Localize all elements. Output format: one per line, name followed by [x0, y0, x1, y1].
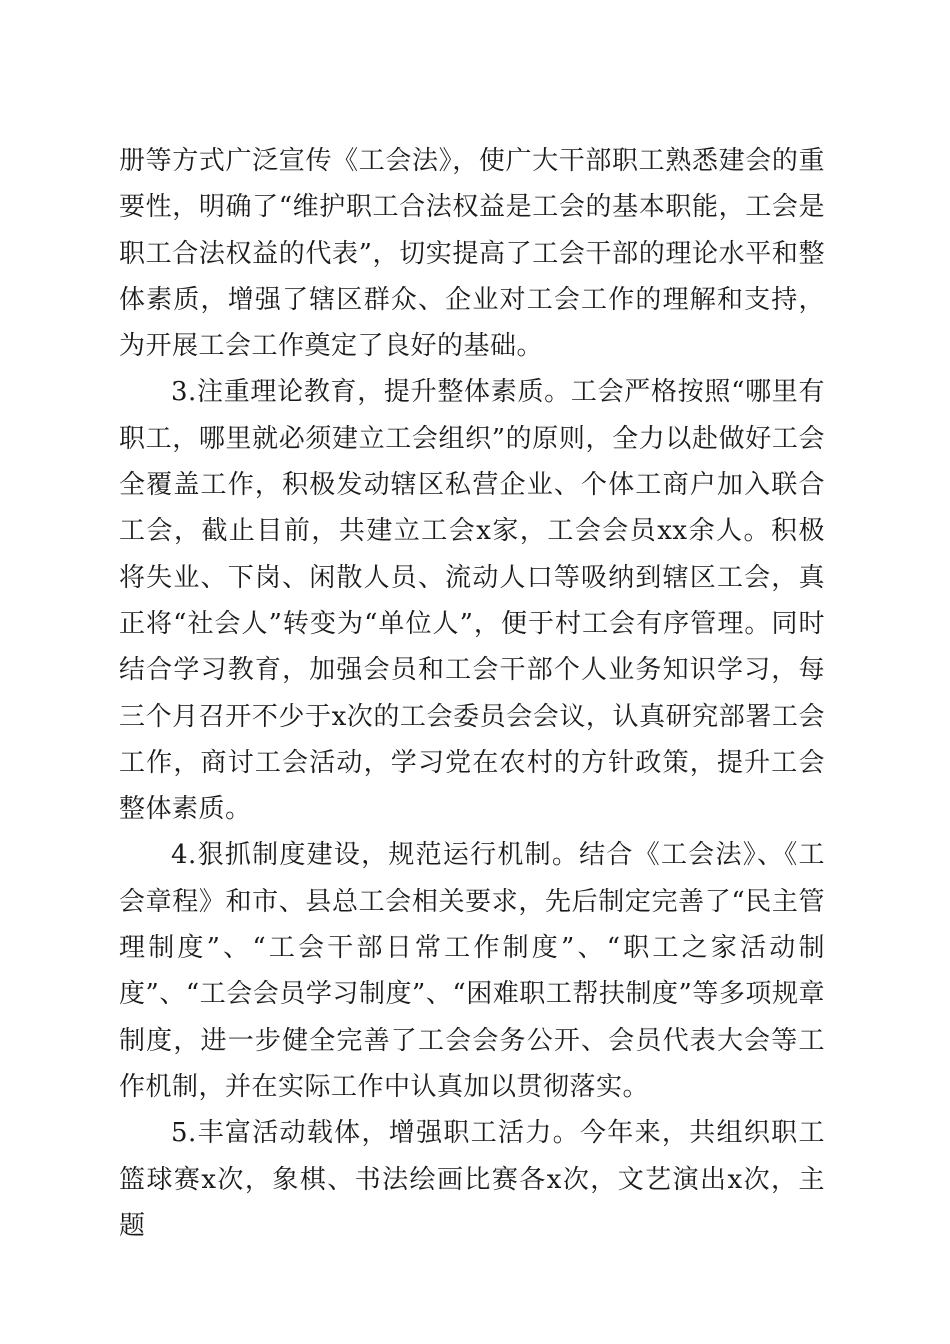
paragraph-continuation: 册等方式广泛宣传《工会法》，使广大干部职工熟悉建会的重要性，明确了“维护职工合法权益是工会的基本职能，工会是职工合法权益的代表”，切实提高了工会干部的理论水平和整体素质，增强了辖区群众、企业对工会工作的理解和支持，为开展工会工作奠定了良好的基础。: [119, 146, 825, 362]
paragraph-item-5: 5.丰富活动载体，增强职工活力。今年来，共组织职工篮球赛x次，象棋、书法绘画比赛各x次，文艺演出x次，主题: [119, 1118, 825, 1241]
document-body: [119, 138, 825, 1249]
paragraph-item-4: 4.狠抓制度建设，规范运行机制。结合《工会法》、《工会章程》和市、县总工会相关要求，先后制定完善了“民主管理制度”、“工会干部日常工作制度”、“职工之家活动制度”、“工会会员学习制度”、“困难职工帮扶制度”等多项规章制度，进一步健全完善了工会会务公开、会员代表大会等工作机制，并在实际工作中认真加以贯彻落实。: [119, 840, 825, 1102]
paragraph-item-3: 3.注重理论教育，提升整体素质。工会严格按照“哪里有职工，哪里就必须建立工会组织”的原则，全力以赴做好工会全覆盖工作，积极发动辖区私营企业、个体工商户加入联合工会，截止目前，共建立工会x家，工会会员xx余人。积极将失业、下岗、闲散人员、流动人口等吸纳到辖区工会，真正将“社会人”转变为“单位人”，便于村工会有序管理。同时结合学习教育，加强会员和工会干部个人业务知识学习，每三个月召开不少于x次的工会委员会会议，认真研究部署工会工作，商讨工会活动，学习党在农村的方针政策，提升工会整体素质。: [119, 377, 825, 825]
